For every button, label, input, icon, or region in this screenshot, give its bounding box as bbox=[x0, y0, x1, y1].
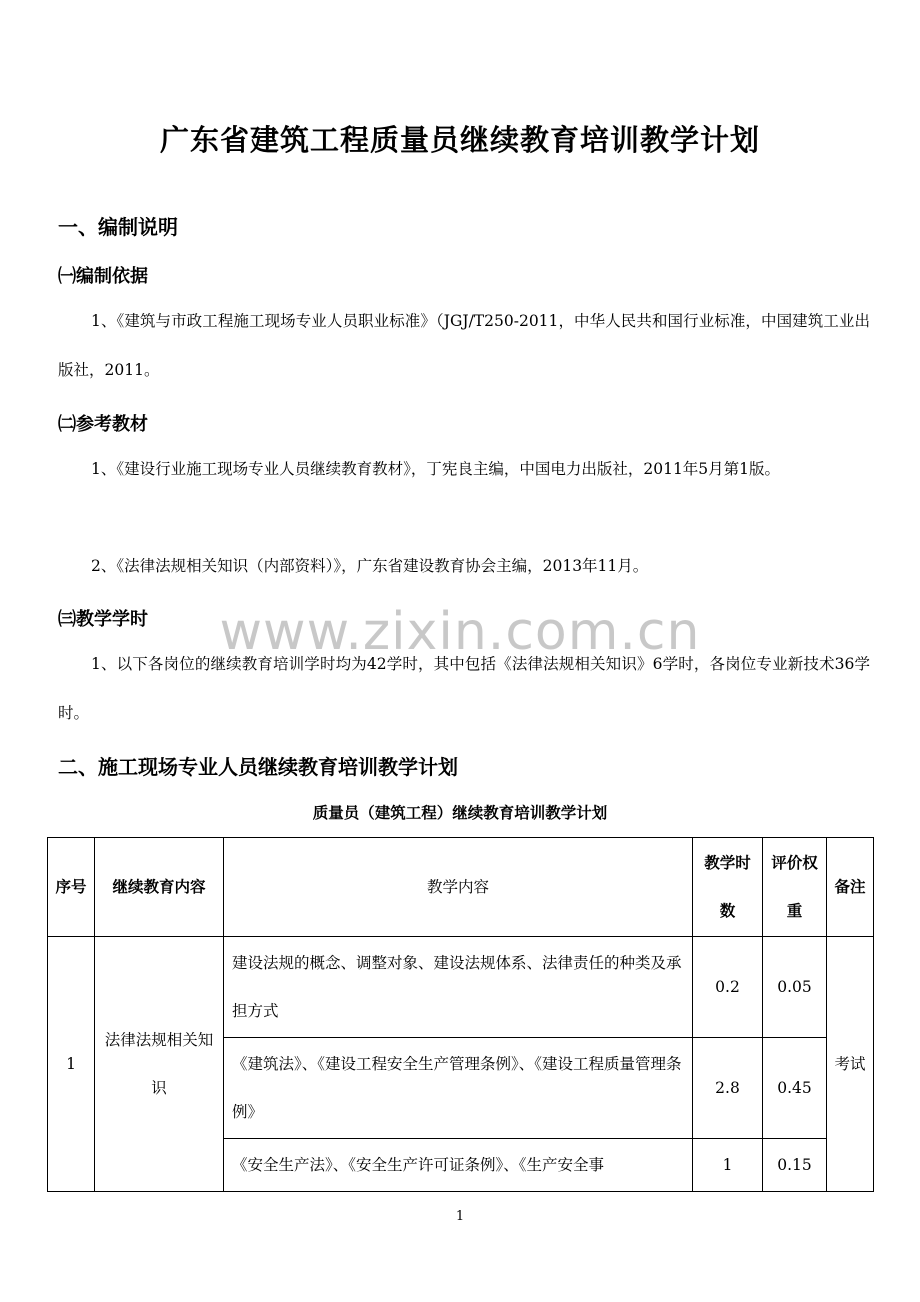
paragraph-basis-1: 1、《建筑与市政工程施工现场专业人员职业标准》（JGJ/T250-2011，中华人民共和国行业标准，中国建筑工业出版社，2011。 bbox=[58, 312, 870, 379]
cell-hours: 0.2 bbox=[693, 937, 763, 1038]
paragraph-textbook-1: 1、《建设行业施工现场专业人员继续教育教材》，丁宪良主编，中国电力出版社，2011年5月第1版。 bbox=[91, 460, 781, 478]
cell-teaching: 《建筑法》、《建设工程安全生产管理条例》、《建设工程质量管理条例》 bbox=[224, 1038, 693, 1139]
header-content: 继续教育内容 bbox=[95, 838, 224, 937]
teaching-plan-table bbox=[47, 837, 874, 1192]
cell-hours: 2.8 bbox=[693, 1038, 763, 1139]
header-teaching: 教学内容 bbox=[224, 838, 693, 937]
cell-seq: 1 bbox=[48, 937, 95, 1192]
paragraph-hours-1: 1、以下各岗位的继续教育培训学时均为42学时，其中包括《法律法规相关知识》6学时，各岗位专业新技术36学时。 bbox=[58, 655, 870, 722]
table-header-row bbox=[48, 838, 874, 937]
header-weight: 评价权重 bbox=[763, 838, 827, 937]
paragraph-textbook-2: 2、《法律法规相关知识（内部资料）》，广东省建设教育协会主编，2013年11月。 bbox=[91, 557, 649, 575]
subsection-heading-hours: ㈢教学学时 bbox=[58, 609, 148, 630]
cell-weight: 0.45 bbox=[763, 1038, 827, 1139]
cell-hours: 1 bbox=[693, 1139, 763, 1192]
header-remark: 备注 bbox=[827, 838, 874, 937]
table-caption: 质量员（建筑工程）继续教育培训教学计划 bbox=[312, 804, 608, 822]
section-heading-1: 一、编制说明 bbox=[58, 215, 178, 239]
cell-weight: 0.05 bbox=[763, 937, 827, 1038]
cell-teaching: 建设法规的概念、调整对象、建设法规体系、法律责任的种类及承担方式 bbox=[224, 937, 693, 1038]
header-seq: 序号 bbox=[48, 838, 95, 937]
header-hours: 教学时数 bbox=[693, 838, 763, 937]
table-row bbox=[48, 937, 874, 1038]
document-title: 广东省建筑工程质量员继续教育培训教学计划 bbox=[159, 123, 760, 157]
section-heading-2: 二、施工现场专业人员继续教育培训教学计划 bbox=[58, 755, 458, 779]
cell-weight: 0.15 bbox=[763, 1139, 827, 1192]
cell-remark: 考试 bbox=[827, 937, 874, 1192]
watermark: www.zixin.com.cn bbox=[219, 602, 701, 662]
cell-content: 法律法规相关知识 bbox=[95, 937, 224, 1192]
page-number: 1 bbox=[455, 1209, 465, 1224]
subsection-heading-basis: ㈠编制依据 bbox=[58, 266, 148, 287]
subsection-heading-textbooks: ㈡参考教材 bbox=[58, 414, 148, 435]
cell-teaching: 《安全生产法》、《安全生产许可证条例》、《生产安全事 bbox=[224, 1139, 693, 1192]
